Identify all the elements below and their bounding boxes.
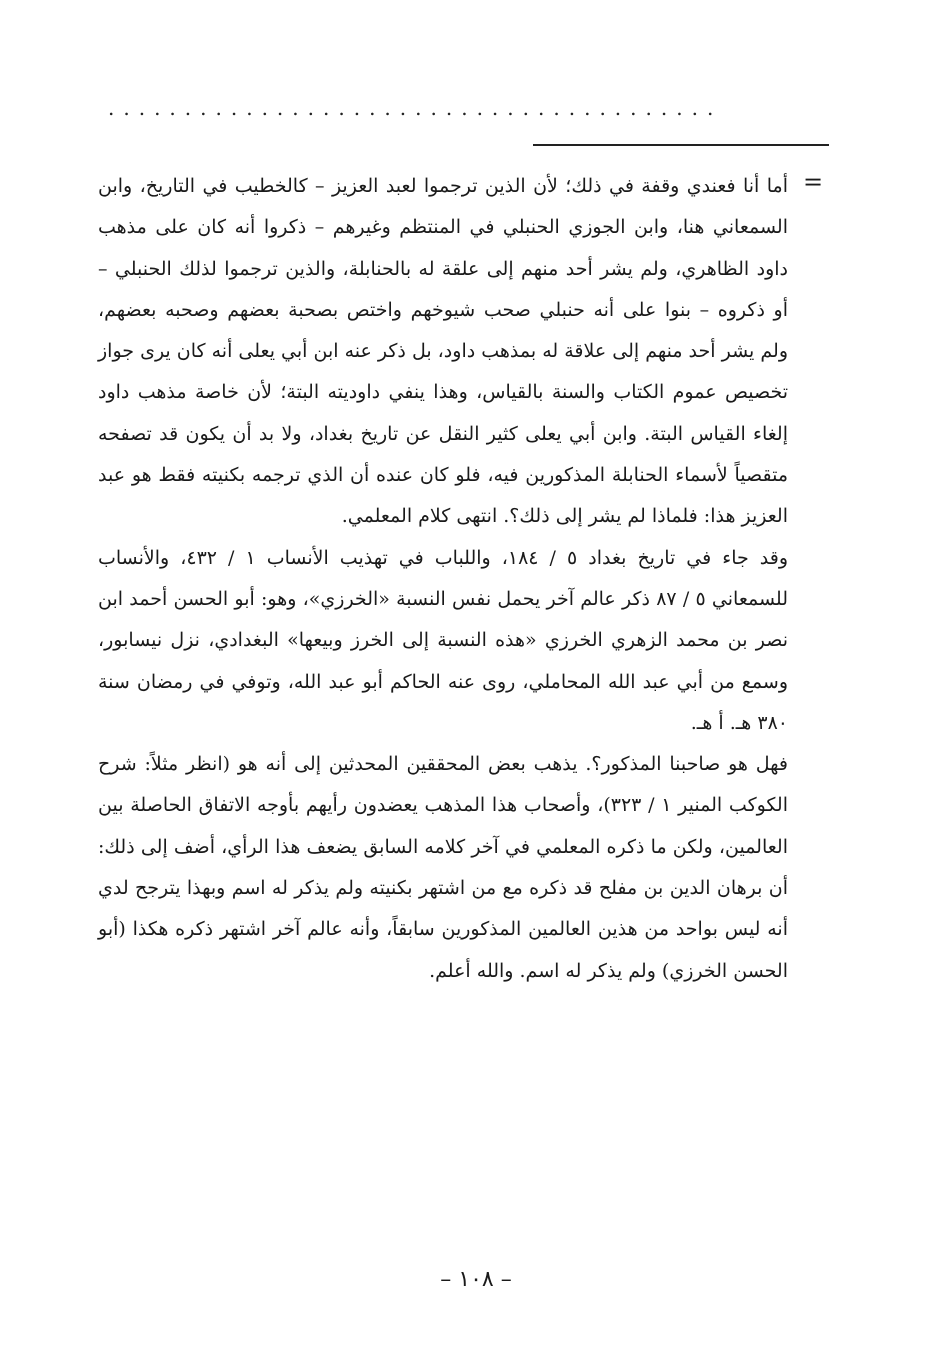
page-number: – ١٠٨ – [440, 1267, 512, 1292]
footnote-continuation-marker: = [803, 168, 824, 196]
paragraph-3: فهل هو صاحبنا المذكور؟. يذهب بعض المحققين المحدثين إلى أنه هو (انظر مثلاً: شرح الكوكب المنير ١ / ٣٢٣)، وأصحاب هذا المذهب يعضدون رأيهم بأوجه الاتفاق الحاصلة بين العالمين، ولكن ما ذكره المعلمي في آخر كلامه السابق يضعف هذا الرأي، أضف إلى ذلك: أن برهان الدين بن مفلح قد ذكره مع من اشتهر بكنيته ولم يذكر له اسم وبهذا يترجح لدي أنه ليس بواحد من هذين العالمين المذكورين سابقاً، وأنه عالم آخر اشتهر ذكره هكذا (أبو الحسن الخرزي) ولم يذكر له اسم. والله أعلم. [98, 753, 788, 982]
header-dotted-line: ........................................ [108, 98, 723, 118]
footnote-separator-rule [533, 144, 829, 146]
paragraph-2: وقد جاء في تاريخ بغداد ٥ / ١٨٤، واللباب في تهذيب الأنساب ١ / ٤٣٢، والأنساب للسمعاني ٥ / ٨٧ ذكر عالم آخر يحمل نفس النسبة «الخرزي»، وهو: أبو الحسن أحمد ابن نصر بن محمد الزهري الخرزي «هذه النسبة إلى الخرز وبيعها» البغدادي، نزل نيسابور، وسمع من أبي عبد الله المحاملي، روى عنه الحاكم أبو عبد الله، وتوفي في رمضان سنة ٣٨٠ هـ. أ هـ. [98, 546, 788, 734]
paragraph-1: أما أنا فعندي وقفة في ذلك؛ لأن الذين ترجموا لعبد العزيز – كالخطيب في التاريخ، وابن السمعاني هنا، وابن الجوزي الحنبلي في المنتظم وغيرهم – ذكروا أنه كان على مذهب داود الظاهري، ولم يشر أحد منهم إلى علقة له بالحنابلة، والذين ترجموا لذلك الحنبلي – أو ذكروه – بنوا على أنه حنبلي صحب شيوخهم واختص بصحبة بعضهم وصحبه بعضهم، ولم يشر أحد منهم إلى علاقة له بمذهب داود، بل ذكر عنه ابن أبي يعلى أنه كان يرى جواز تخصيص عموم الكتاب والسنة بالقياس، وهذا ينفي داوديته البتة؛ لأن خاصة مذهب داود إلغاء القياس البتة. وابن أبي يعلى كثير النقل عن تاريخ بغداد، ولا بد أن يكون قد تصفحه متقصياً لأسماء الحنابلة المذكورين فيه، فلو كان عنده أن الذي ترجمه بكنيته فقط هو عبد العزيز هذا: فلماذا لم يشر إلى ذلك؟. انتهى كلام المعلمي. [98, 175, 788, 528]
footnote-text-block [98, 166, 788, 992]
